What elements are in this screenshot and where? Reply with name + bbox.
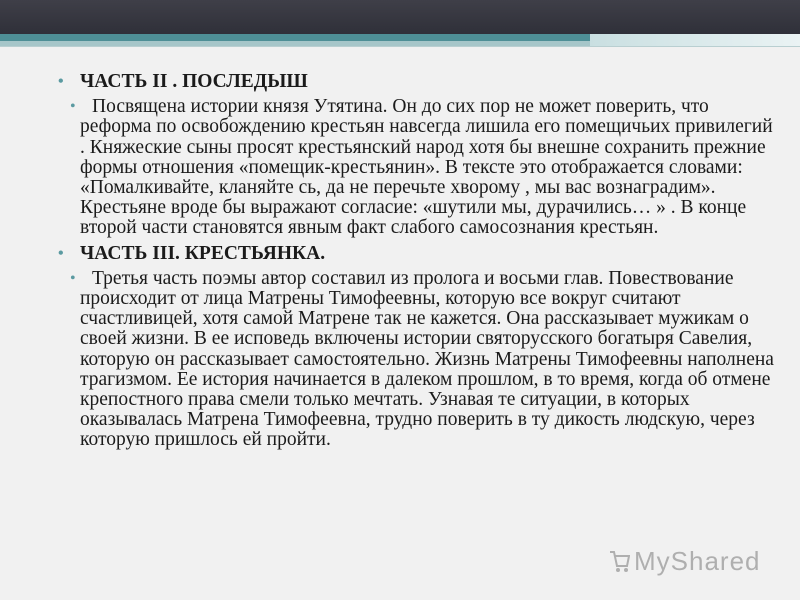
watermark-text: MyShared bbox=[634, 546, 761, 576]
cart-icon bbox=[608, 548, 630, 574]
header-bar bbox=[0, 0, 800, 34]
part-two-heading: • ЧАСТЬ II . ПОСЛЕДЫШ bbox=[56, 72, 776, 92]
header-divider bbox=[0, 46, 800, 47]
part-two-paragraph: • Посвящена истории князя Утятина. Он до сих пор не может поверить, что реформа по освобождению крестьян навсегда лишила его помещичьих привилегий . Княжеские сыны просят крестьянский народ хотя бы внешне сохранить прежние формы отношения «помещик-крестьянин». В тексте это отображается словами: «Помалкивайте, кланяйте сь, да не перечьте хворому , мы вас вознаградим». Крестьяне вроде бы выражают согласие: «шутили мы, дурачились… » . В конце второй части становятся явным факт слабого самосознания крестьян. bbox=[56, 97, 776, 238]
slide-content bbox=[56, 72, 776, 456]
watermark bbox=[608, 546, 768, 580]
part-three-paragraph: • Третья часть поэмы автор составил из пролога и восьми глав. Повествование происходит от лица Матрены Тимофеевны, которую все вокруг считают счастливицей, хотя самой Матрене так не кажется. Она рассказывает мужикам о своей жизни. В ее исповедь включены истории святорусского богатыря Савелия, которую он рассказывает самостоятельно. Жизнь Матрены Тимофеевны наполнена трагизмом. Ее история начинается в далеком прошлом, в то время, когда об отмене крепостного права смели только мечтать. Узнавая те ситуации, в которых оказывалась Матрена Тимофеевна, трудно поверить в ту дикость людскую, через которую пришлось ей пройти. bbox=[56, 269, 776, 451]
header-corner-highlight bbox=[590, 34, 800, 46]
part-three-heading: • ЧАСТЬ III. КРЕСТЬЯНКА. bbox=[56, 244, 776, 264]
